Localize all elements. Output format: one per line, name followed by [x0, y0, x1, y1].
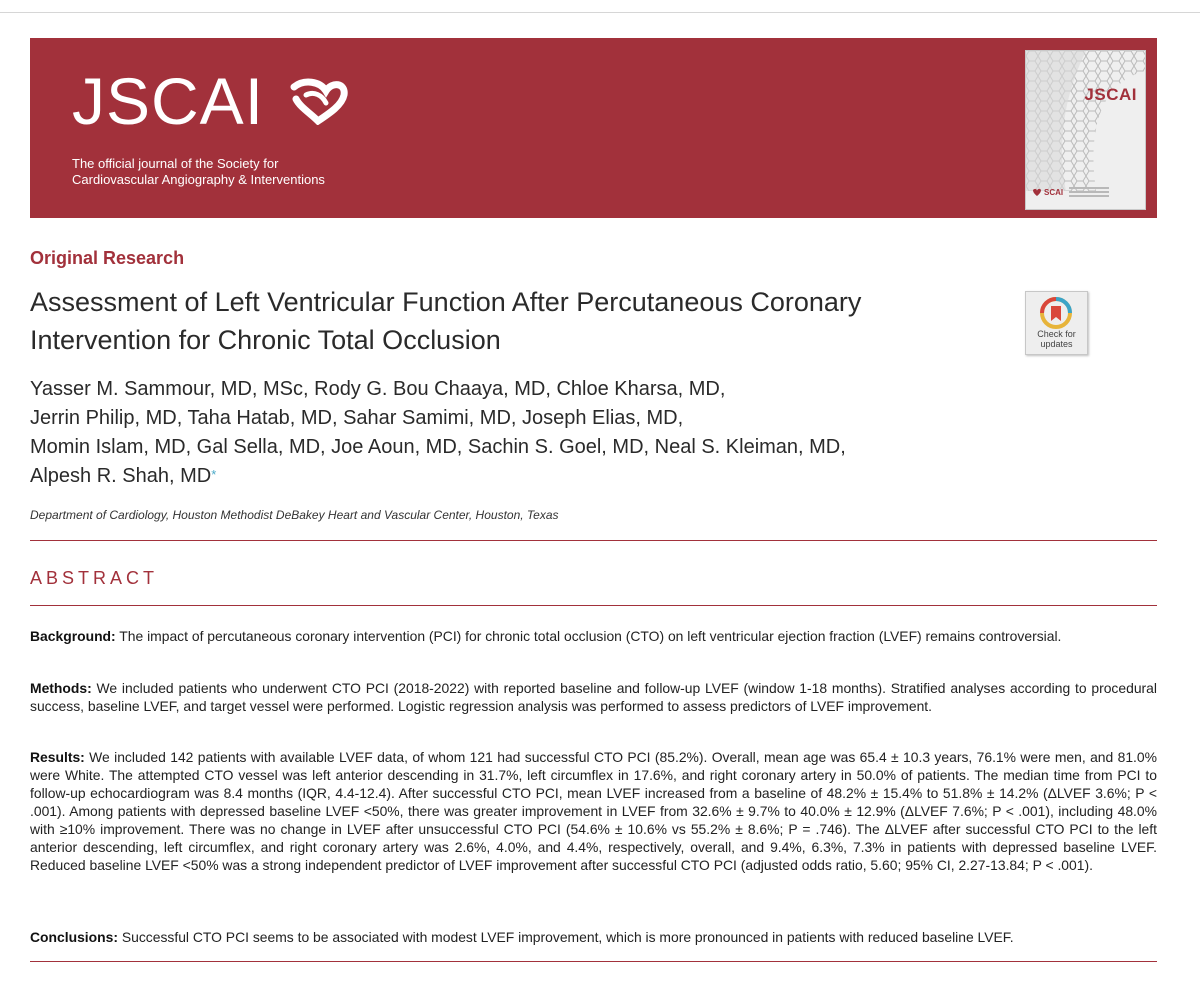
cover-society-name: SCAI	[1044, 187, 1064, 197]
journal-tagline	[72, 156, 325, 188]
top-divider	[0, 12, 1200, 13]
background-text: The impact of percutaneous coronary intervention (PCI) for chronic total occlusion (CTO) on left ventricular ejection fraction (LVEF) remains controversial.	[119, 628, 1062, 644]
header-divider	[30, 540, 1157, 541]
check-for-updates-button[interactable]	[1025, 291, 1088, 355]
journal-banner	[30, 38, 1157, 218]
author-affiliation: Department of Cardiology, Houston Methodist DeBakey Heart and Vascular Center, Houston, Texas	[30, 508, 559, 522]
scai-heart-icon	[286, 77, 350, 125]
journal-logo-text: JSCAI	[72, 64, 265, 138]
conclusions-text: Successful CTO PCI seems to be associated with modest LVEF improvement, which is more pronounced in patients with reduced baseline LVEF.	[121, 929, 1014, 945]
methods-text: We included patients who underwent CTO PCI (2018-2022) with reported baseline and follow-up LVEF (window 1-18 months). Stratified analyses according to procedural success, baseline LVEF, and target vessel were performed. Logistic regression analysis was performed to assess predictors of LVEF improvement.	[30, 680, 1157, 714]
abstract-bottom-divider	[30, 961, 1157, 962]
check-updates-icon	[1040, 297, 1072, 329]
cover-fine-print	[1069, 185, 1109, 199]
cover-journal-title: JSCAI	[1084, 85, 1137, 104]
background-label: Background:	[30, 628, 116, 644]
cover-society-logo	[1032, 185, 1109, 199]
abstract-background	[30, 627, 1157, 645]
article-title: Assessment of Left Ventricular Function After Percutaneous Coronary Intervention for Chronic Total Occlusion	[30, 287, 862, 355]
author-list	[30, 375, 1030, 491]
author-line-2: Jerrin Philip, MD, Taha Hatab, MD, Sahar Samimi, MD, Joseph Elias, MD,	[30, 407, 684, 429]
abstract-results	[30, 748, 1157, 874]
author-line-4	[30, 462, 1030, 491]
tagline-line-1: The official journal of the Society for	[72, 156, 279, 171]
last-author: Alpesh R. Shah, MD	[30, 465, 212, 487]
journal-cover-thumbnail[interactable]	[1025, 50, 1146, 210]
journal-logo[interactable]	[72, 64, 350, 138]
results-text: We included 142 patients with available LVEF data, of whom 121 had successful CTO PCI (85.2%). Overall, mean age was 65.4 ± 10.3 years, 76.1% were men, and 81.0% were White. The attempted CTO vessel was left anterior descending in 31.7%, left circumflex in 17.6%, and right coronary artery in 50.0% of patients. The median time from PCI to follow-up echocardiogram was 8.4 months (IQR, 4.4-12.4). After successful CTO PCI, mean LVEF increased from a baseline of 48.2% ± 15.4% to 51.8% ± 14.2% (ΔLVEF 3.6%; P < .001). Among patients with depressed baseline LVEF <50%, there was greater improvement in LVEF from 32.6% ± 9.7% to 40.0% ± 12.9% (ΔLVEF 7.6%; P < .001), including 48.0% with ≥10% improvement. There was no change in LVEF after unsuccessful CTO PCI (54.6% ± 10.6% vs 55.2% ± 8.6%; P = .746). The ΔLVEF after successful CTO PCI to the left anterior descending, left circumflex, and right coronary artery was 2.6%, 4.0%, and 4.4%, respectively, overall, and 9.4%, 6.3%, 7.3% in patients with depressed baseline LVEF. Reduced baseline LVEF <50% was a strong independent predictor of LVEF improvement after successful CTO PCI (adjusted odds ratio, 5.60; 95% CI, 2.27-13.84; P < .001).	[30, 749, 1157, 873]
methods-label: Methods:	[30, 680, 92, 696]
author-line-3: Momin Islam, MD, Gal Sella, MD, Joe Aoun, MD, Sachin S. Goel, MD, Neal S. Kleiman, MD,	[30, 436, 846, 458]
abstract-methods	[30, 679, 1157, 715]
conclusions-label: Conclusions:	[30, 929, 118, 945]
article-section-label: Original Research	[30, 248, 185, 268]
cover-heart-icon	[1032, 188, 1042, 196]
tagline-line-2: Cardiovascular Angiography & Interventions	[72, 172, 325, 187]
abstract-top-divider	[30, 605, 1157, 606]
results-label: Results:	[30, 749, 85, 765]
abstract-conclusions	[30, 928, 1157, 946]
abstract-heading: ABSTRACT	[30, 568, 159, 588]
corresponding-author-link[interactable]: *	[211, 467, 217, 482]
check-updates-label: Check for updates	[1037, 329, 1076, 349]
author-line-1: Yasser M. Sammour, MD, MSc, Rody G. Bou Chaaya, MD, Chloe Kharsa, MD,	[30, 378, 726, 400]
